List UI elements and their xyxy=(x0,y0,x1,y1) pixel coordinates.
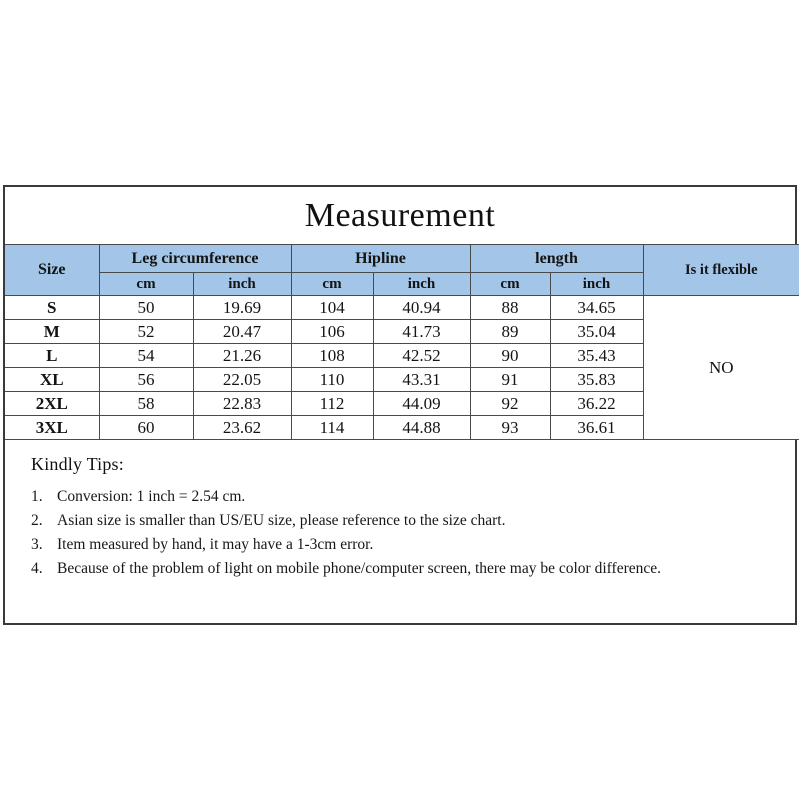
cell-length-inch: 35.04 xyxy=(550,320,643,344)
cell-length-cm: 89 xyxy=(470,320,550,344)
tips-list-item xyxy=(31,558,706,580)
cell-hip-cm: 114 xyxy=(291,416,373,440)
column-header-length: length xyxy=(470,245,643,273)
cell-is-it-flexible: NO xyxy=(643,296,799,440)
cell-length-cm: 92 xyxy=(470,392,550,416)
cell-hip-cm: 108 xyxy=(291,344,373,368)
cell-leg-inch: 20.47 xyxy=(193,320,291,344)
tips-item-text: Asian size is smaller than US/EU size, please reference to the size chart. xyxy=(57,512,506,529)
tips-list-item xyxy=(31,486,706,508)
tips-list xyxy=(31,486,795,580)
column-header-length-cm: cm xyxy=(470,273,550,296)
cell-hip-cm: 112 xyxy=(291,392,373,416)
cell-size: 3XL xyxy=(5,416,99,440)
tips-item-text: Item measured by hand, it may have a 1-3cm error. xyxy=(57,536,374,553)
cell-hip-inch: 43.31 xyxy=(373,368,470,392)
cell-length-inch: 36.22 xyxy=(550,392,643,416)
table-header xyxy=(5,245,799,296)
column-header-is-it-flexible: Is it flexible xyxy=(643,245,799,296)
cell-leg-cm: 60 xyxy=(99,416,193,440)
header-row-groups xyxy=(5,245,799,273)
tips-list-item xyxy=(31,510,706,532)
cell-leg-inch: 21.26 xyxy=(193,344,291,368)
cell-hip-cm: 104 xyxy=(291,296,373,320)
size-measurement-table xyxy=(5,244,799,440)
cell-hip-inch: 44.88 xyxy=(373,416,470,440)
cell-leg-cm: 56 xyxy=(99,368,193,392)
cell-length-inch: 35.83 xyxy=(550,368,643,392)
column-header-size: Size xyxy=(5,245,99,296)
cell-length-inch: 35.43 xyxy=(550,344,643,368)
tips-item-text: Conversion: 1 inch = 2.54 cm. xyxy=(57,488,246,505)
cell-hip-cm: 110 xyxy=(291,368,373,392)
cell-length-inch: 34.65 xyxy=(550,296,643,320)
cell-leg-cm: 58 xyxy=(99,392,193,416)
page-title: Measurement xyxy=(304,196,496,234)
tips-list-item xyxy=(31,534,706,556)
cell-hip-inch: 42.52 xyxy=(373,344,470,368)
column-header-leg-inch: inch xyxy=(193,273,291,296)
cell-hip-inch: 41.73 xyxy=(373,320,470,344)
column-header-leg-circumference: Leg circumference xyxy=(99,245,291,273)
cell-leg-cm: 52 xyxy=(99,320,193,344)
cell-hip-cm: 106 xyxy=(291,320,373,344)
cell-leg-inch: 22.83 xyxy=(193,392,291,416)
cell-hip-inch: 44.09 xyxy=(373,392,470,416)
cell-length-cm: 90 xyxy=(470,344,550,368)
column-header-hip-cm: cm xyxy=(291,273,373,296)
tips-item-number: 1. xyxy=(31,488,43,505)
cell-size: L xyxy=(5,344,99,368)
cell-length-cm: 88 xyxy=(470,296,550,320)
tips-heading: Kindly Tips: xyxy=(31,454,124,474)
column-header-hip-inch: inch xyxy=(373,273,470,296)
tips-item-number: 3. xyxy=(31,536,43,553)
tips-item-number: 2. xyxy=(31,512,43,529)
cell-size: S xyxy=(5,296,99,320)
cell-size: M xyxy=(5,320,99,344)
cell-size: XL xyxy=(5,368,99,392)
kindly-tips-section xyxy=(5,440,795,580)
table-row xyxy=(5,296,799,320)
cell-leg-inch: 23.62 xyxy=(193,416,291,440)
cell-length-cm: 93 xyxy=(470,416,550,440)
cell-hip-inch: 40.94 xyxy=(373,296,470,320)
cell-leg-inch: 19.69 xyxy=(193,296,291,320)
chart-title-band xyxy=(5,187,795,244)
column-header-length-inch: inch xyxy=(550,273,643,296)
cell-leg-inch: 22.05 xyxy=(193,368,291,392)
table-body xyxy=(5,296,799,440)
tips-item-text: Because of the problem of light on mobile phone/computer screen, there may be color difference. xyxy=(57,560,661,577)
cell-length-inch: 36.61 xyxy=(550,416,643,440)
measurement-chart-frame xyxy=(3,185,797,625)
cell-leg-cm: 50 xyxy=(99,296,193,320)
cell-length-cm: 91 xyxy=(470,368,550,392)
cell-leg-cm: 54 xyxy=(99,344,193,368)
cell-size: 2XL xyxy=(5,392,99,416)
column-header-leg-cm: cm xyxy=(99,273,193,296)
column-header-hipline: Hipline xyxy=(291,245,470,273)
tips-item-number: 4. xyxy=(31,560,43,577)
